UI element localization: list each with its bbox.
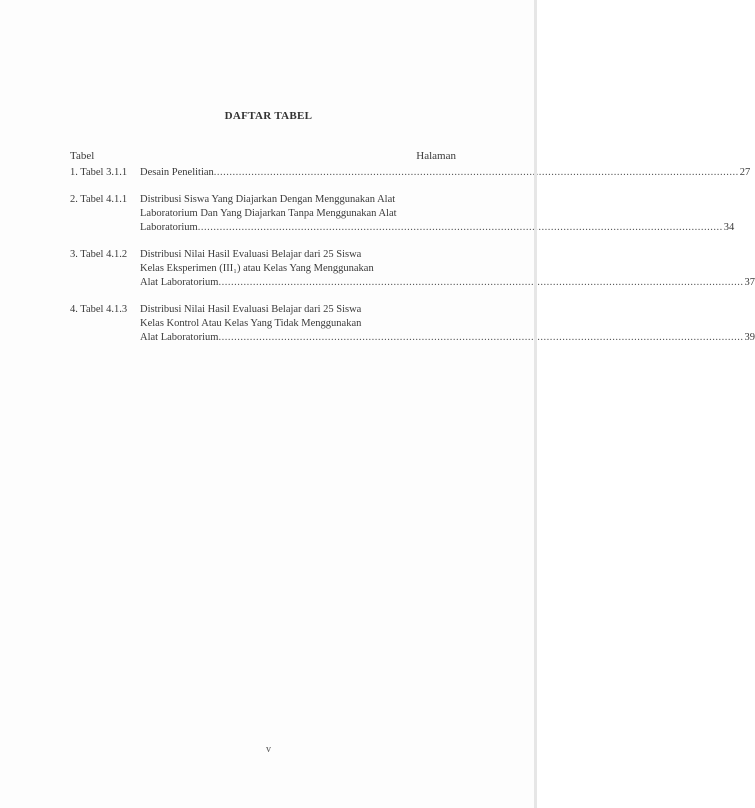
dot-leader xyxy=(218,331,743,345)
toc-entry xyxy=(70,248,755,290)
entry-title-line: Distribusi Nilai Hasil Evaluasi Belajar dari 25 Siswa xyxy=(140,249,362,260)
toc-entry xyxy=(70,193,735,235)
entry-title-line: Distribusi Nilai Hasil Evaluasi Belajar dari 25 Siswa xyxy=(140,304,362,315)
entry-title-line: Kelas Kontrol Atau Kelas Yang Tidak Menggunakan xyxy=(140,318,362,329)
entry-title-line: Alat Laboratorium xyxy=(140,277,219,288)
entry-title-line: Alat Laboratorium xyxy=(140,332,219,343)
entry-title-line: Laboratorium Dan Yang Diajarkan Tanpa Menggunakan Alat xyxy=(140,208,397,219)
entry-last-line xyxy=(140,221,734,235)
entry-body xyxy=(140,248,755,290)
dot-leader xyxy=(198,221,723,235)
page-number: v xyxy=(266,744,271,755)
page-edge-shadow xyxy=(534,0,537,808)
entry-label: 4. Tabel 4.1.3 xyxy=(70,304,128,315)
entry-title-line: Desain Penelitian xyxy=(140,167,214,178)
entry-page-number: 39 xyxy=(744,332,755,343)
column-header-halaman: Halaman xyxy=(416,150,456,162)
entry-label: 1. Tabel 3.1.1 xyxy=(70,167,128,178)
entry-label: 2. Tabel 4.1.1 xyxy=(70,194,128,205)
entry-body xyxy=(140,166,750,180)
dot-leader xyxy=(218,276,743,290)
table-of-tables xyxy=(70,166,755,358)
entry-last-line xyxy=(140,276,755,290)
entry-page-number: 37 xyxy=(744,277,755,288)
entry-page-number: 27 xyxy=(739,167,751,178)
column-header-tabel: Tabel xyxy=(70,150,95,162)
entry-last-line xyxy=(140,166,750,180)
entry-page-number: 34 xyxy=(723,222,735,233)
toc-entry xyxy=(70,166,751,180)
entry-last-line xyxy=(140,331,755,345)
toc-entry xyxy=(70,303,755,345)
entry-body xyxy=(140,193,734,235)
page-title: DAFTAR TABEL xyxy=(224,110,313,122)
entry-label: 3. Tabel 4.1.2 xyxy=(70,249,128,260)
entry-title-line: Laboratorium xyxy=(140,222,198,233)
dot-leader xyxy=(214,166,739,180)
entry-title-line: Distribusi Siswa Yang Diajarkan Dengan Menggunakan Alat xyxy=(140,194,396,205)
entry-title-line: Kelas Eksperimen (III₁) atau Kelas Yang Menggunakan xyxy=(140,263,374,274)
entry-body xyxy=(140,303,755,345)
